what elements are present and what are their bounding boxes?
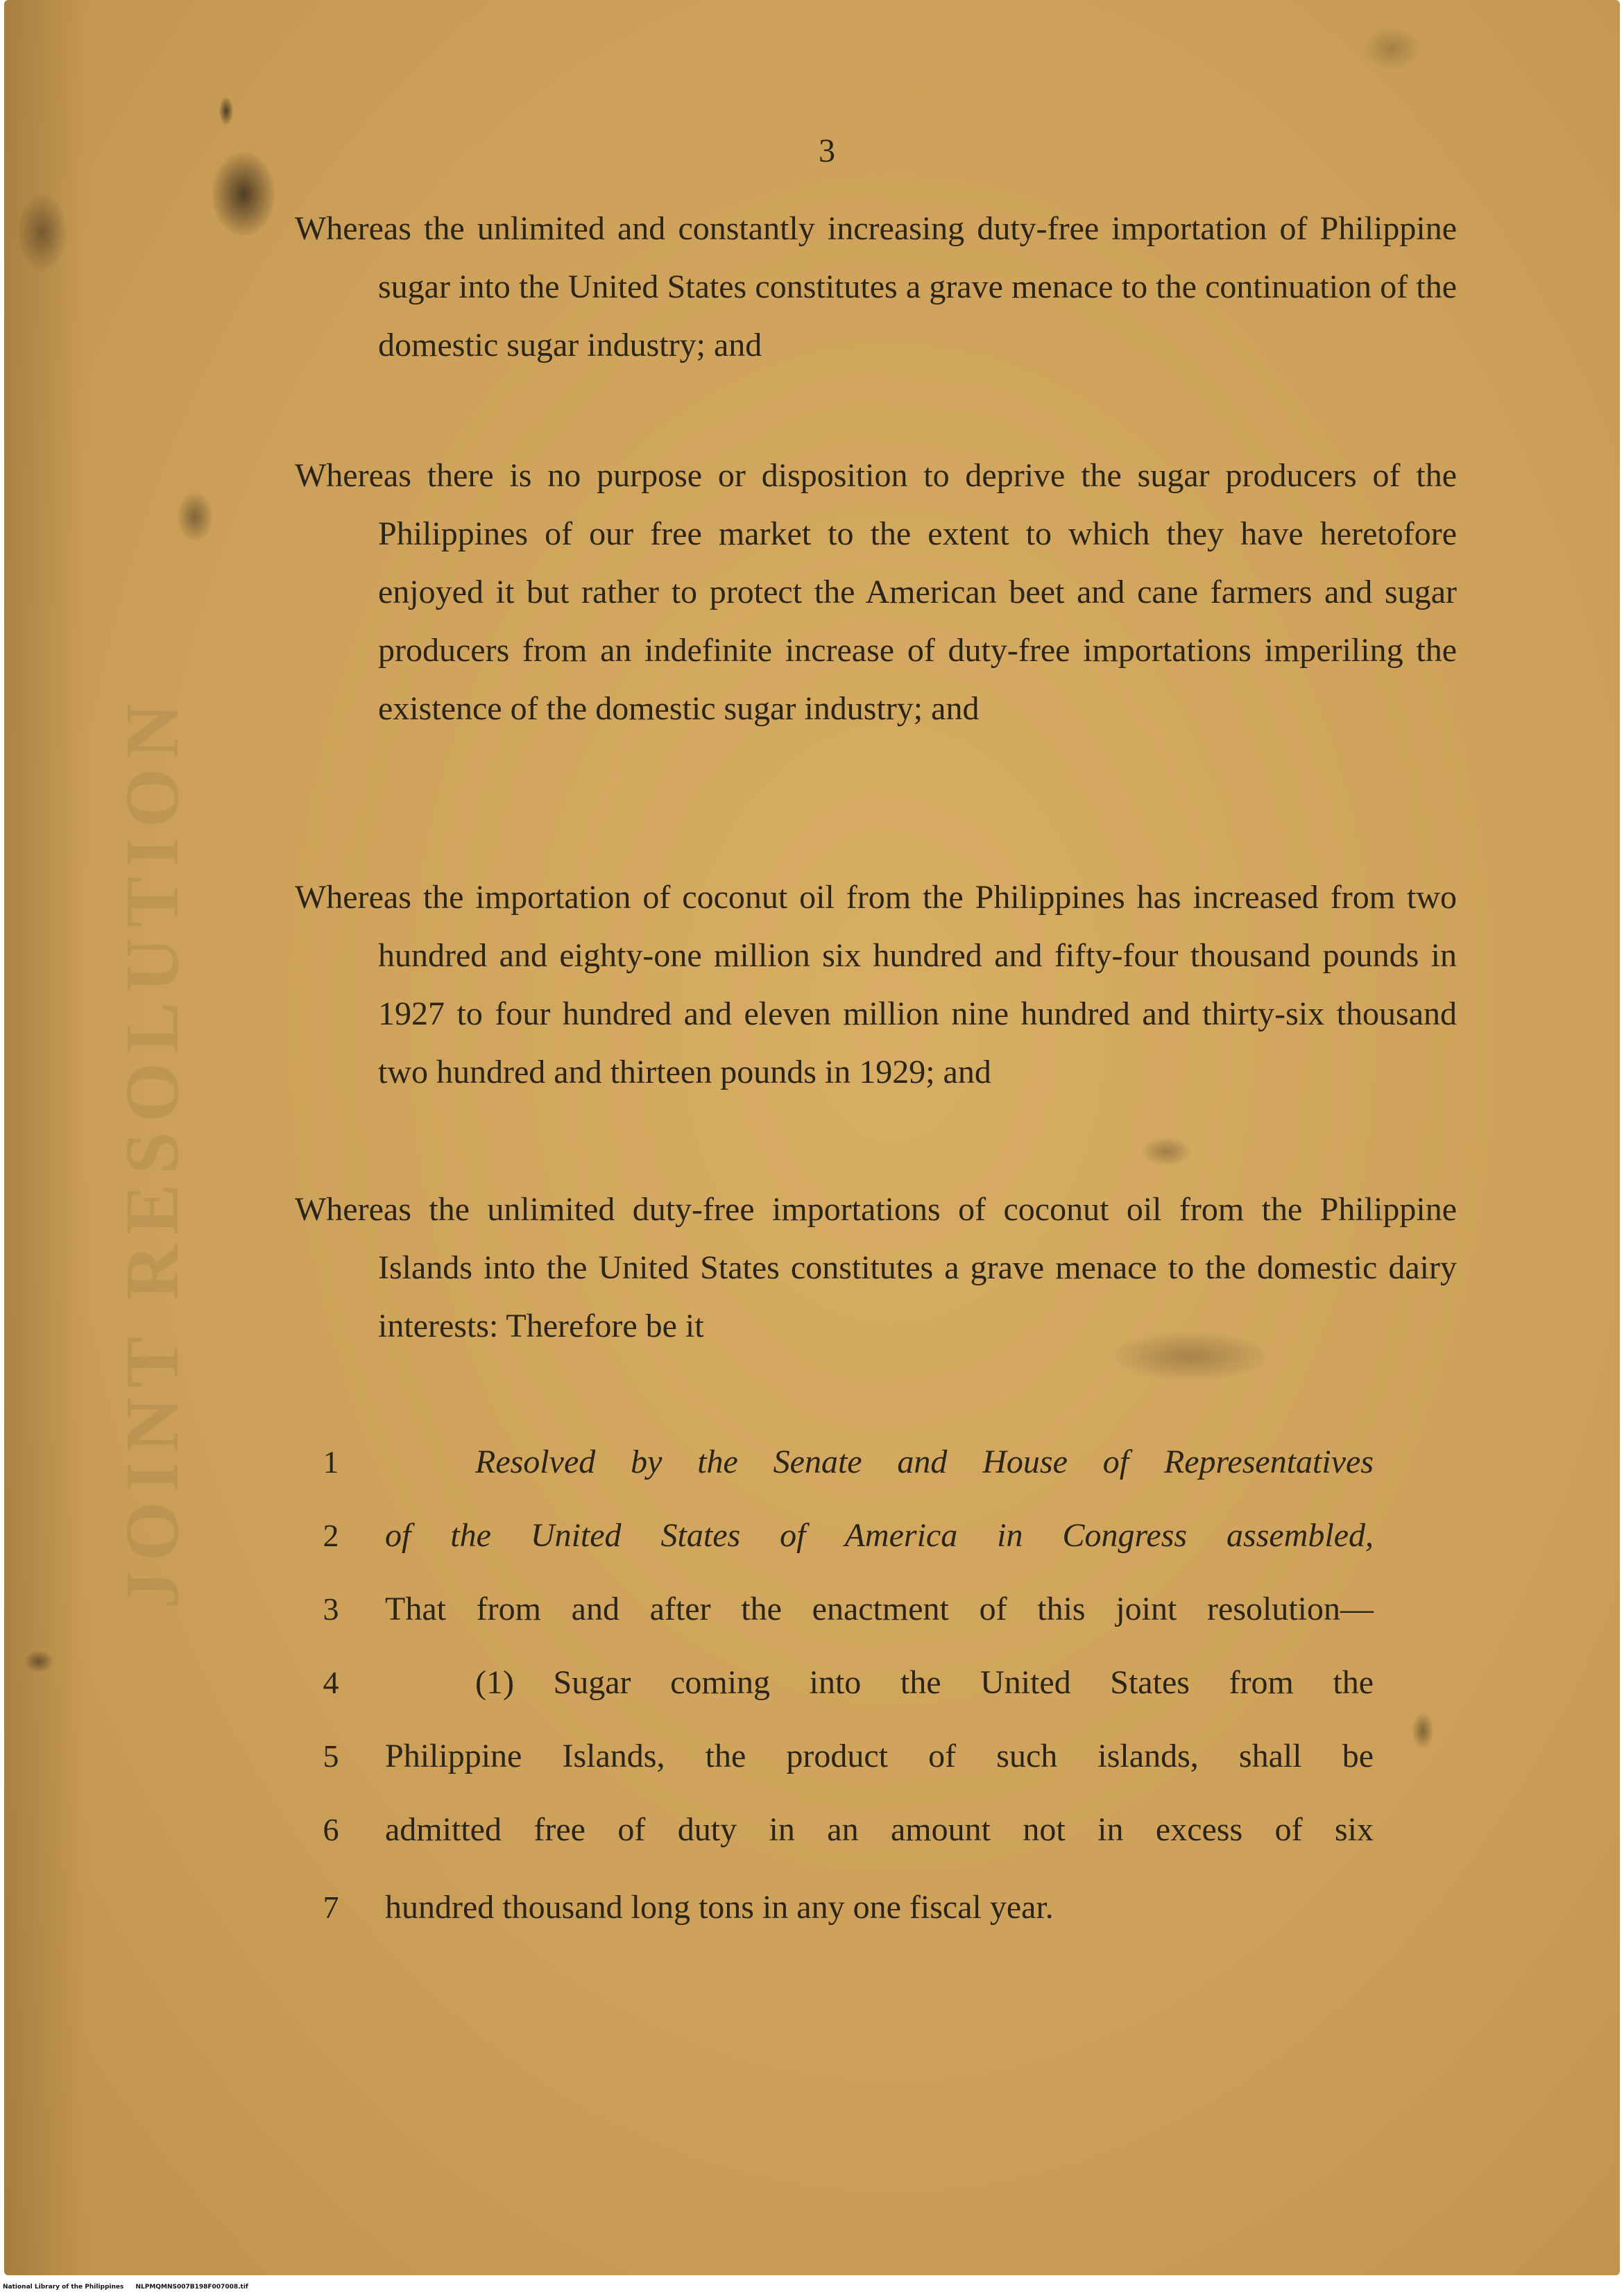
whereas-clause-coconut-oil-imports: Whereas the importation of coconut oil from the Philippines has increased from two hundred and eighty-one million six hundred and fifty-four thousand pounds in 1927 to four hundred and eleven million nine hundred and thirty-six thousand two hundred and thirteen pounds in 1929; and [295, 879, 1457, 1090]
whereas-clause-sugar-menace: Whereas the unlimited and constantly increasing duty-free importation of Philippine sugar into the United States constitutes a grave menace to the continuation of the domestic sugar industry; and [295, 210, 1457, 363]
line-number: 2 [323, 1518, 339, 1553]
line-number: 4 [323, 1665, 339, 1700]
whereas-clause-dairy-menace: Whereas the unlimited duty-free importations of coconut oil from the Philippine Islands into the United States constitutes a grave menace to the domestic dairy interests: Therefore be it [295, 1191, 1457, 1344]
resolution-line: of the United States of America in Congress assembled, [385, 1517, 1374, 1554]
line-number: 3 [323, 1591, 339, 1627]
ink-smudge [25, 1651, 53, 1672]
line-number: 5 [323, 1738, 339, 1774]
ink-smudge [178, 493, 212, 541]
ink-smudge [18, 194, 67, 271]
archive-footer [0, 2280, 1624, 2294]
resolution-line: admitted free of duty in an amount not in excess of six [385, 1811, 1374, 1848]
resolution-line: Resolved by the Senate and House of Representatives [475, 1444, 1374, 1480]
show-through-text: JOINT RESOLUTION [110, 694, 194, 1609]
footer-file-id: NLPMQMNS007B198F007008.tif [135, 2284, 248, 2291]
ink-smudge [1364, 28, 1419, 69]
footer-library-name: National Library of the Philippines [3, 2284, 124, 2291]
resolution-line: Philippine Islands, the product of such islands, shall be [385, 1738, 1374, 1774]
line-number: 1 [323, 1444, 339, 1480]
line-number: 7 [323, 1890, 339, 1925]
ink-smudge [212, 153, 275, 236]
page-edge-shading [4, 0, 87, 2275]
ink-smudge [1412, 1713, 1433, 1748]
page-number: 3 [819, 132, 835, 169]
ink-smudge [1142, 1138, 1190, 1165]
whereas-clause-free-market: Whereas there is no purpose or disposition to deprive the sugar producers of the Philippines of our free market to the extent to which they have heretofore enjoyed it but rather to protect the American beet and cane farmers and sugar producers from an indefinite increase of duty-free importations imperiling the existence of the domestic sugar industry; and [295, 457, 1457, 727]
ink-smudge [219, 97, 233, 125]
line-number: 6 [323, 1812, 339, 1847]
resolution-line: hundred thousand long tons in any one fiscal year. [385, 1889, 1054, 1926]
resolution-line: (1) Sugar coming into the United States from the [475, 1664, 1374, 1701]
resolution-line: That from and after the enactment of this joint resolution— [385, 1591, 1374, 1627]
